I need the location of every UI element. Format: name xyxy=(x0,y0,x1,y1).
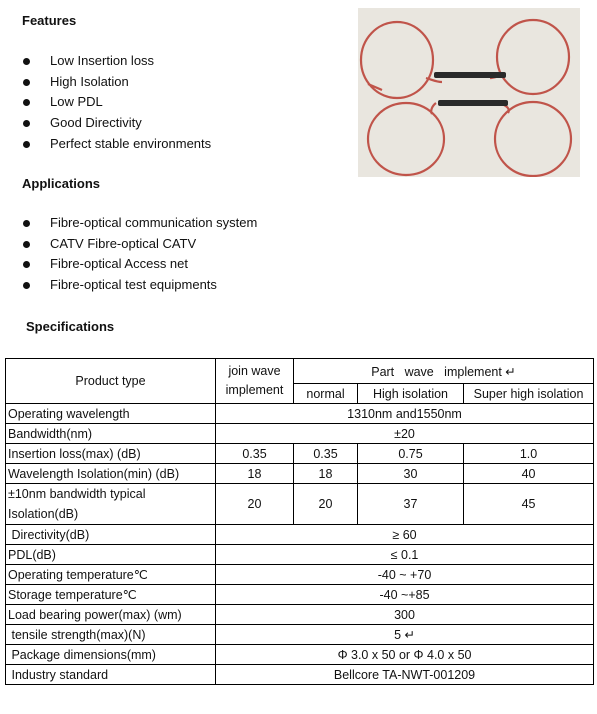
table-row xyxy=(6,444,594,464)
list-item: Fibre-optical test equipments xyxy=(22,275,257,296)
header-normal: normal xyxy=(294,384,358,404)
row-value: ±20 xyxy=(216,424,594,444)
list-item: Low PDL xyxy=(22,92,211,113)
row-label: ±10nm bandwidth typical Isolation(dB) xyxy=(6,484,216,525)
bullet-icon xyxy=(23,141,30,148)
row-value: Φ 3.0 x 50 or Φ 4.0 x 50 xyxy=(216,645,594,665)
row-value: 5 ↵ xyxy=(216,625,594,645)
table-row xyxy=(6,525,594,545)
bullet-icon xyxy=(23,261,30,268)
bullet-icon xyxy=(23,99,30,106)
features-heading: Features xyxy=(22,13,77,28)
bullet-icon xyxy=(23,120,30,127)
table-row xyxy=(6,565,594,585)
list-item: Fibre-optical communication system xyxy=(22,213,257,234)
table-row xyxy=(6,605,594,625)
row-value: 18 xyxy=(294,464,358,484)
header-product-type: Product type xyxy=(6,359,216,404)
table-row xyxy=(6,625,594,645)
bullet-icon xyxy=(23,220,30,227)
bullet-icon xyxy=(23,58,30,65)
row-value: 45 xyxy=(464,484,594,525)
product-photo xyxy=(358,8,580,177)
row-label: Wavelength Isolation(min) (dB) xyxy=(6,464,216,484)
table-row xyxy=(6,645,594,665)
row-label: Industry standard xyxy=(6,665,216,685)
row-value: 0.35 xyxy=(216,444,294,464)
table-row xyxy=(6,404,594,424)
row-label: Bandwidth(nm) xyxy=(6,424,216,444)
row-label: Directivity(dB) xyxy=(6,525,216,545)
features-list xyxy=(22,51,211,154)
row-value: 1310nm and1550nm xyxy=(216,404,594,424)
list-item: CATV Fibre-optical CATV xyxy=(22,234,257,255)
row-value: ≥ 60 xyxy=(216,525,594,545)
table-row xyxy=(6,484,594,525)
table-row xyxy=(6,464,594,484)
table-row xyxy=(6,665,594,685)
bullet-icon xyxy=(23,282,30,289)
table-header-row xyxy=(6,359,594,384)
row-value: 30 xyxy=(358,464,464,484)
row-value: 40 xyxy=(464,464,594,484)
applications-heading: Applications xyxy=(22,176,101,191)
list-item: High Isolation xyxy=(22,72,211,93)
row-value: 18 xyxy=(216,464,294,484)
row-value: Bellcore TA-NWT-001209 xyxy=(216,665,594,685)
header-super-high-isolation: Super high isolation xyxy=(464,384,594,404)
table-row xyxy=(6,545,594,565)
list-item: Perfect stable environments xyxy=(22,134,211,155)
row-value: 20 xyxy=(216,484,294,525)
row-value: 0.35 xyxy=(294,444,358,464)
row-label: Operating temperature℃ xyxy=(6,565,216,585)
row-label: Insertion loss(max) (dB) xyxy=(6,444,216,464)
row-value: 0.75 xyxy=(358,444,464,464)
table-row xyxy=(6,424,594,444)
specifications-table xyxy=(5,358,594,685)
specifications-heading: Specifications xyxy=(26,319,115,334)
bullet-icon xyxy=(23,79,30,86)
table-row xyxy=(6,585,594,605)
row-value: ≤ 0.1 xyxy=(216,545,594,565)
row-value: 1.0 xyxy=(464,444,594,464)
row-value: 37 xyxy=(358,484,464,525)
row-value: -40 ~+85 xyxy=(216,585,594,605)
bullet-icon xyxy=(23,241,30,248)
header-part-wave: Part wave implement ↵ xyxy=(294,359,594,384)
coupler-lower xyxy=(438,100,508,106)
coupler-upper xyxy=(434,72,506,78)
list-item: Fibre-optical Access net xyxy=(22,254,257,275)
row-label: Package dimensions(mm) xyxy=(6,645,216,665)
row-value: 300 xyxy=(216,605,594,625)
row-label: Storage temperature℃ xyxy=(6,585,216,605)
row-label: Load bearing power(max) (wm) xyxy=(6,605,216,625)
row-label: tensile strength(max)(N) xyxy=(6,625,216,645)
list-item: Good Directivity xyxy=(22,113,211,134)
row-label: PDL(dB) xyxy=(6,545,216,565)
row-value: 20 xyxy=(294,484,358,525)
list-item: Low Insertion loss xyxy=(22,51,211,72)
header-join-wave: join wave implement xyxy=(216,359,294,404)
row-value: -40 ~ +70 xyxy=(216,565,594,585)
header-high-isolation: High isolation xyxy=(358,384,464,404)
row-label: Operating wavelength xyxy=(6,404,216,424)
applications-list xyxy=(22,213,257,296)
